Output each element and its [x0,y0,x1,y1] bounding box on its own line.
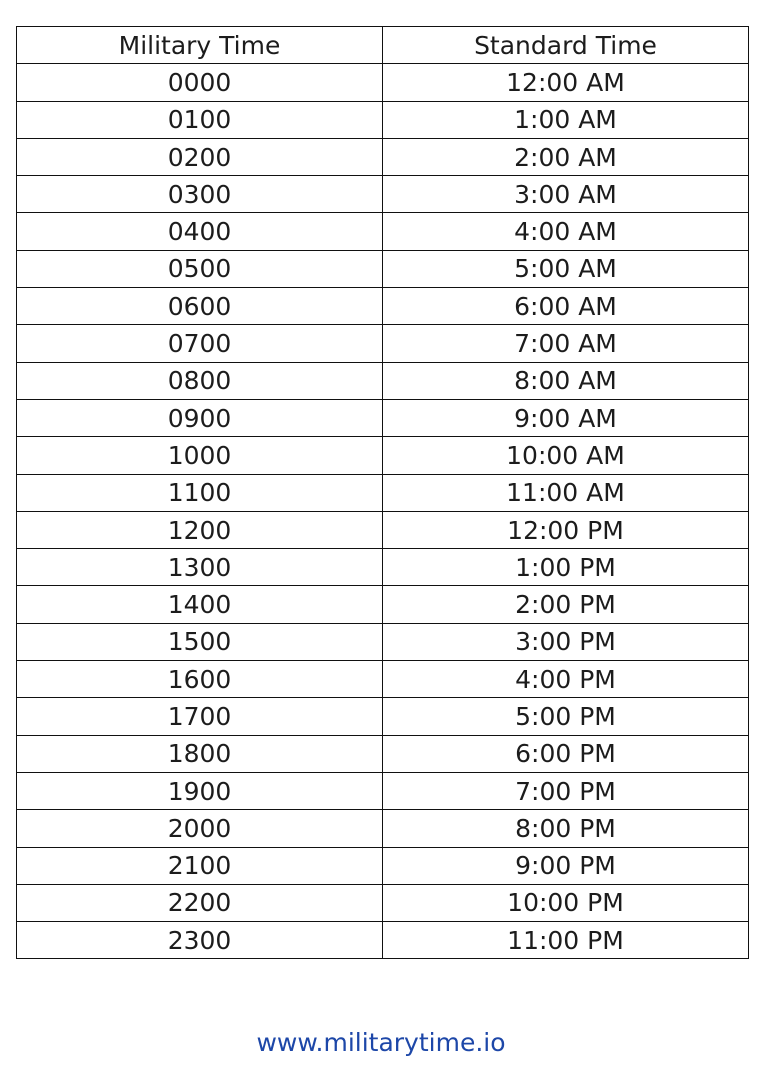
time-conversion-table [16,26,749,959]
military-time-cell: 0400 [17,213,383,250]
military-time-cell: 1000 [17,437,383,474]
table-row [17,474,749,511]
table-row [17,549,749,586]
table-row [17,847,749,884]
military-time-cell: 0100 [17,101,383,138]
table-row [17,884,749,921]
military-time-cell: 0800 [17,362,383,399]
table-row [17,288,749,325]
military-time-cell: 0900 [17,399,383,436]
table-header-row [17,27,749,64]
military-time-cell: 1300 [17,549,383,586]
table-row [17,698,749,735]
header-standard-time: Standard Time [383,27,749,64]
standard-time-cell: 5:00 AM [383,250,749,287]
table-row [17,325,749,362]
standard-time-cell: 9:00 PM [383,847,749,884]
standard-time-cell: 12:00 AM [383,64,749,101]
standard-time-cell: 1:00 PM [383,549,749,586]
military-time-cell: 2200 [17,884,383,921]
standard-time-cell: 5:00 PM [383,698,749,735]
table-row [17,810,749,847]
standard-time-cell: 8:00 AM [383,362,749,399]
standard-time-cell: 2:00 PM [383,586,749,623]
header-military-time: Military Time [17,27,383,64]
table-row [17,399,749,436]
standard-time-cell: 2:00 AM [383,138,749,175]
standard-time-cell: 3:00 AM [383,176,749,213]
military-time-cell: 0500 [17,250,383,287]
table-row [17,101,749,138]
table-row [17,772,749,809]
standard-time-cell: 4:00 AM [383,213,749,250]
table-row [17,250,749,287]
standard-time-cell: 10:00 PM [383,884,749,921]
table-row [17,64,749,101]
table-row [17,176,749,213]
standard-time-cell: 6:00 AM [383,288,749,325]
standard-time-cell: 7:00 PM [383,772,749,809]
table-row [17,922,749,959]
table-body [17,64,749,959]
military-time-cell: 1600 [17,661,383,698]
table-row [17,138,749,175]
military-time-cell: 2300 [17,922,383,959]
standard-time-cell: 8:00 PM [383,810,749,847]
table-row [17,661,749,698]
military-time-cell: 2000 [17,810,383,847]
military-time-cell: 0600 [17,288,383,325]
table-row [17,511,749,548]
military-time-cell: 1800 [17,735,383,772]
standard-time-cell: 11:00 PM [383,922,749,959]
standard-time-cell: 7:00 AM [383,325,749,362]
military-time-cell: 1700 [17,698,383,735]
standard-time-cell: 9:00 AM [383,399,749,436]
military-time-cell: 2100 [17,847,383,884]
standard-time-cell: 11:00 AM [383,474,749,511]
military-time-cell: 0700 [17,325,383,362]
military-time-cell: 1900 [17,772,383,809]
military-time-cell: 1100 [17,474,383,511]
military-time-cell: 0000 [17,64,383,101]
military-time-cell: 1200 [17,511,383,548]
standard-time-cell: 4:00 PM [383,661,749,698]
website-link[interactable]: www.militarytime.io [256,1028,506,1057]
table-row [17,735,749,772]
military-time-cell: 0200 [17,138,383,175]
table-row [17,437,749,474]
standard-time-cell: 3:00 PM [383,623,749,660]
table-row [17,623,749,660]
standard-time-cell: 12:00 PM [383,511,749,548]
military-time-cell: 0300 [17,176,383,213]
military-time-cell: 1500 [17,623,383,660]
table-row [17,362,749,399]
military-time-cell: 1400 [17,586,383,623]
standard-time-cell: 6:00 PM [383,735,749,772]
table-row [17,586,749,623]
standard-time-cell: 1:00 AM [383,101,749,138]
standard-time-cell: 10:00 AM [383,437,749,474]
table-row [17,213,749,250]
